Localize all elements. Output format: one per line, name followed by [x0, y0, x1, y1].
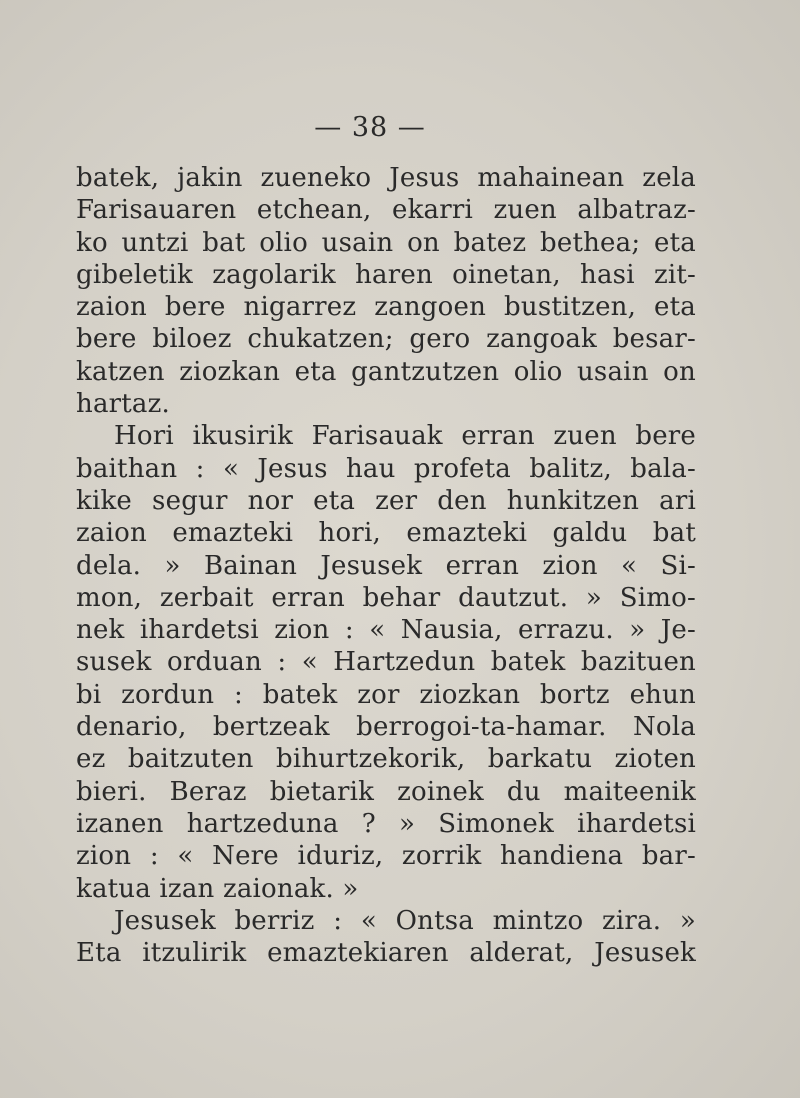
text-line: bieri. Beraz bietarik zoinek du maiteenik: [76, 776, 696, 807]
text-line: zion : « Nere iduriz, zorrik handiena bar-: [76, 841, 696, 872]
text-line: baithan : « Jesus hau profeta balitz, bala-: [76, 453, 696, 484]
page-number: — 38 —: [314, 112, 426, 143]
text-line: dela. » Bainan Jesusek erran zion « Si-: [76, 550, 696, 581]
text-line: mon, zerbait erran behar dautzut. » Simo-: [76, 582, 696, 613]
text-line: Jesusek berriz : « Ontsa mintzo zira. »: [114, 905, 696, 936]
text-line: bi zordun : batek zor ziozkan bortz ehun: [76, 679, 696, 710]
text-line: katua izan zaionak. »: [76, 873, 359, 904]
text-line: Farisauaren etchean, ekarri zuen albatraz-: [76, 195, 696, 226]
text-line: batek, jakin zueneko Jesus mahainean zela: [76, 163, 696, 193]
text-line: gibeletik zagolarik haren oinetan, hasi zit-: [76, 259, 696, 290]
text-line: hartaz.: [76, 389, 170, 420]
body-text: [76, 162, 696, 969]
text-line: susek orduan : « Hartzedun batek bazituen: [76, 647, 696, 678]
text-line: denario, bertzeak berrogoi-ta-hamar. Nola: [76, 712, 696, 743]
text-line: zaion emazteki hori, emazteki galdu bat: [76, 518, 696, 549]
text-line: ez baitzuten bihurtzekorik, barkatu zioten: [76, 744, 696, 775]
text-line: izanen hartzeduna ? » Simonek ihardetsi: [76, 808, 696, 839]
text-line: nek ihardetsi zion : « Nausia, errazu. » Je-: [76, 615, 696, 646]
text-line: kike segur nor eta zer den hunkitzen ari: [76, 485, 696, 516]
text-line: ko untzi bat olio usain on batez bethea; eta: [76, 227, 696, 258]
text-line: katzen ziozkan eta gantzutzen olio usain on: [76, 356, 696, 387]
text-line: bere biloez chukatzen; gero zangoak besar-: [76, 324, 696, 355]
text-line: Eta itzulirik emaztekiaren alderat, Jesusek: [76, 938, 696, 969]
text-line: Hori ikusirik Farisauak erran zuen bere: [114, 421, 696, 452]
text-line: zaion bere nigarrez zangoen bustitzen, eta: [76, 292, 696, 323]
